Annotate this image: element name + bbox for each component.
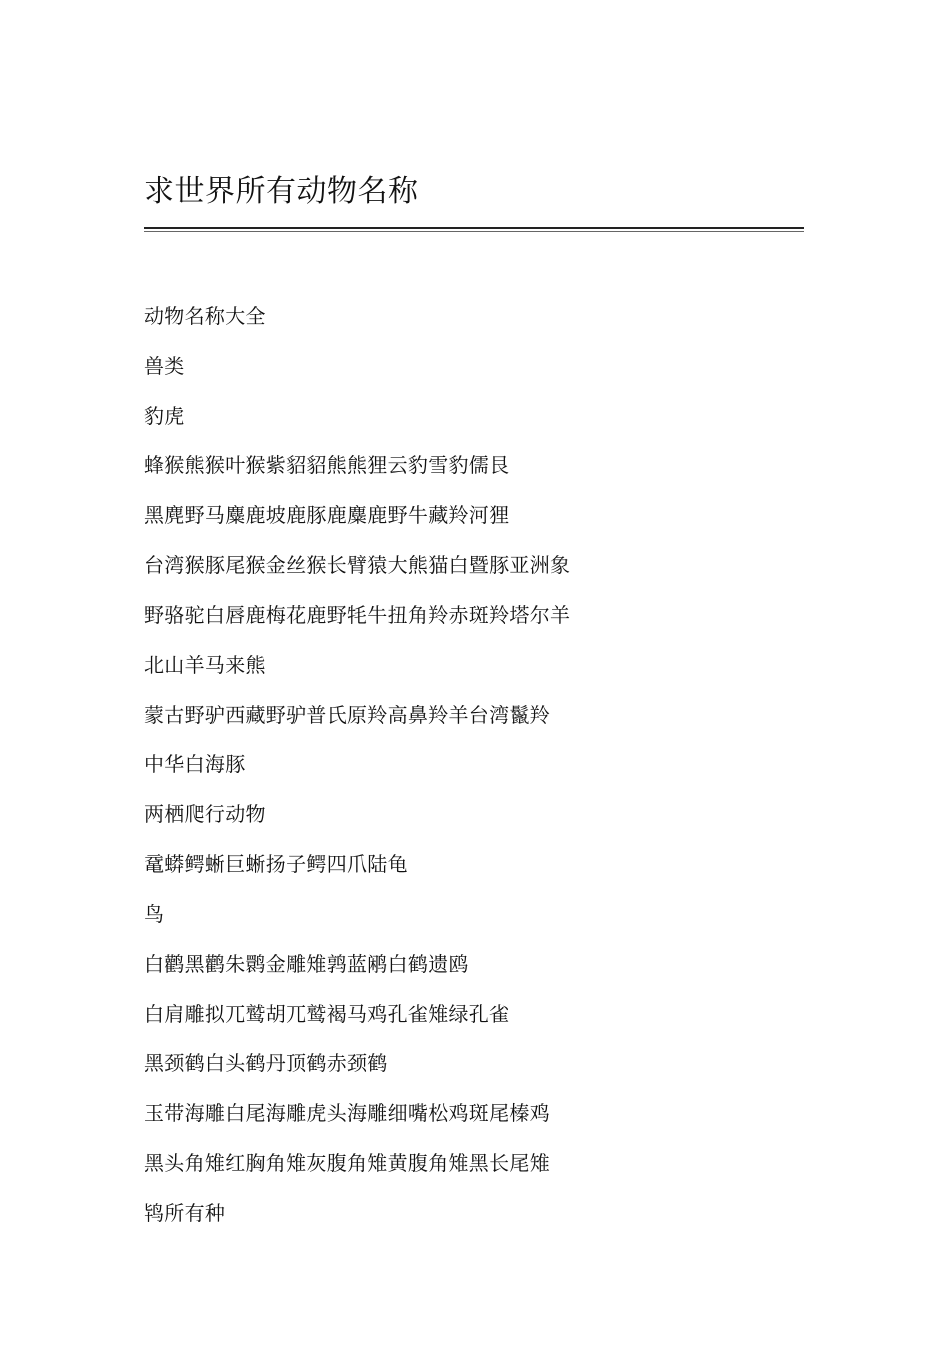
text-line: 动物名称大全 [144, 304, 266, 328]
title-divider-thin [144, 231, 804, 232]
text-line: 蜂猴熊猴叶猴紫貂貂熊熊狸云豹雪豹儒艮 [144, 453, 510, 478]
page-title: 求世界所有动物名称 [144, 174, 419, 209]
text-line: 蒙古野驴西藏野驴普氏原羚高鼻羚羊台湾鬣羚 [144, 702, 550, 727]
text-line: 兽类 [144, 353, 185, 378]
text-line: 白鹳黑鹳朱鹮金雕雉鹑蓝鹇白鹤遗鸥 [144, 951, 469, 976]
text-line: 鸟 [144, 901, 165, 926]
text-line: 野骆驼白唇鹿梅花鹿野牦牛扭角羚赤斑羚塔尔羊 [144, 602, 571, 627]
text-line: 玉带海雕白尾海雕虎头海雕细嘴松鸡斑尾榛鸡 [144, 1101, 550, 1126]
text-line: 黑麂野马麋鹿坡鹿豚鹿麋鹿野牛藏羚河狸 [144, 503, 510, 528]
text-line: 台湾猴豚尾猴金丝猴长臂猿大熊猫白暨豚亚洲象 [144, 553, 571, 578]
text-line: 两栖爬行动物 [144, 802, 266, 827]
text-line: 白肩雕拟兀鹫胡兀鹫褐马鸡孔雀雉绿孔雀 [144, 1001, 510, 1026]
body-text [144, 301, 844, 1248]
text-line: 鸨所有种 [144, 1200, 226, 1225]
text-line: 中华白海豚 [144, 752, 246, 777]
text-line: 鼋蟒鳄蜥巨蜥扬子鳄四爪陆龟 [144, 852, 408, 877]
text-line: 北山羊马来熊 [144, 652, 266, 677]
text-line: 豹虎 [144, 403, 185, 428]
text-line: 黑颈鹤白头鹤丹顶鹤赤颈鹤 [144, 1051, 388, 1076]
title-divider [144, 227, 804, 229]
text-line: 黑头角雉红胸角雉灰腹角雉黄腹角雉黑长尾雉 [144, 1151, 550, 1176]
